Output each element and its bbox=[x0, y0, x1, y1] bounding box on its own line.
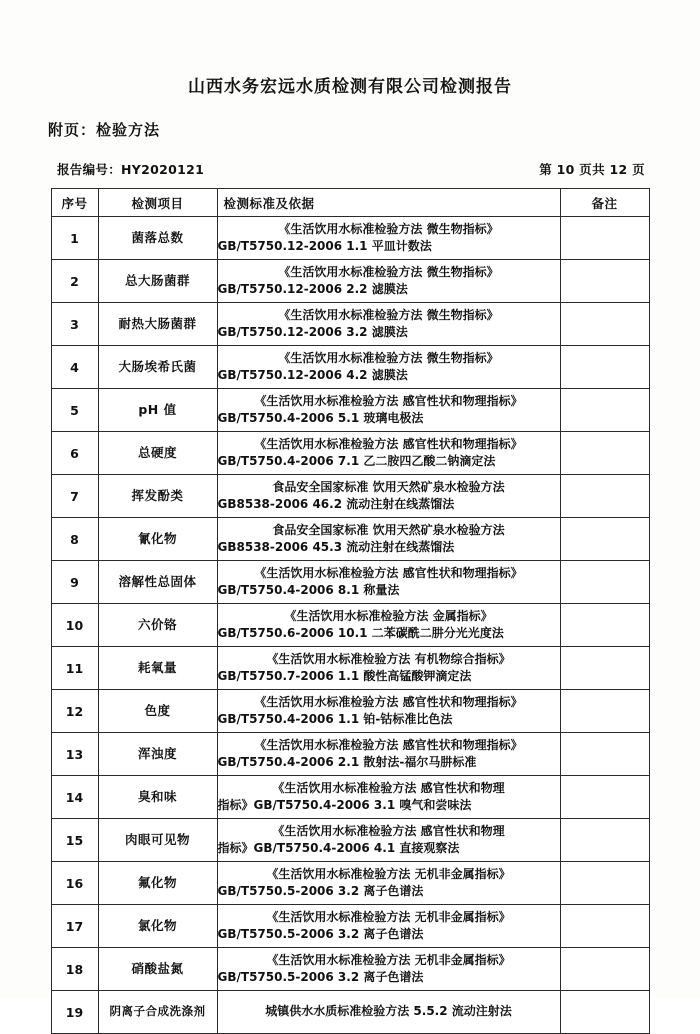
standard-line: GB8538-2006 45.3 流动注射在线蒸馏法 bbox=[217, 540, 455, 554]
standard-line: 《生活饮用水标准检验方法 感官性状和物理指标》 bbox=[254, 393, 523, 408]
cell-item: 耐热大肠菌群 bbox=[98, 303, 217, 346]
cell-item: 溶解性总固体 bbox=[98, 561, 217, 604]
table-row bbox=[51, 346, 649, 389]
cell-item: 氟化物 bbox=[98, 862, 217, 905]
cell-no: 19 bbox=[51, 991, 98, 1034]
standard-line: 城镇供水水质标准检验方法 5.5.2 流动注射法 bbox=[265, 1004, 512, 1019]
cell-no: 8 bbox=[51, 518, 98, 561]
cell-item: 硝酸盐氮 bbox=[98, 948, 217, 991]
table-row bbox=[51, 303, 649, 346]
cell-item: 耗氧量 bbox=[98, 647, 217, 690]
standard-line: GB/T5750.12-2006 1.1 平皿计数法 bbox=[217, 239, 432, 253]
table-row bbox=[51, 991, 649, 1034]
column-header-no: 序号 bbox=[51, 189, 98, 217]
cell-no: 2 bbox=[51, 260, 98, 303]
cell-item: 浑浊度 bbox=[98, 733, 217, 776]
standard-line: GB/T5750.4-2006 8.1 称量法 bbox=[217, 583, 400, 597]
cell-standard bbox=[217, 518, 560, 561]
cell-no: 17 bbox=[51, 905, 98, 948]
cell-note bbox=[560, 776, 649, 819]
cell-item: 阴离子合成洗涤剂 bbox=[98, 991, 217, 1034]
table-row bbox=[51, 690, 649, 733]
cell-no: 11 bbox=[51, 647, 98, 690]
standard-line: 《生活饮用水标准检验方法 感官性状和物理指标》 bbox=[254, 436, 523, 451]
cell-no: 9 bbox=[51, 561, 98, 604]
column-header-note: 备注 bbox=[560, 189, 649, 217]
standard-line: GB/T5750.5-2006 3.2 离子色谱法 bbox=[217, 927, 424, 941]
cell-item: 总硬度 bbox=[98, 432, 217, 475]
standard-line: 《生活饮用水标准检验方法 微生物指标》 bbox=[278, 307, 499, 322]
standard-line: GB/T5750.4-2006 7.1 乙二胺四乙酸二钠滴定法 bbox=[217, 454, 496, 468]
table-row bbox=[51, 217, 649, 260]
cell-standard bbox=[217, 819, 560, 862]
standard-line: 《生活饮用水标准检验方法 微生物指标》 bbox=[278, 350, 499, 365]
standard-line: 《生活饮用水标准检验方法 微生物指标》 bbox=[278, 264, 499, 279]
cell-no: 4 bbox=[51, 346, 98, 389]
cell-standard bbox=[217, 905, 560, 948]
cell-no: 12 bbox=[51, 690, 98, 733]
table-row bbox=[51, 948, 649, 991]
cell-note bbox=[560, 432, 649, 475]
table-row bbox=[51, 604, 649, 647]
cell-item: 色度 bbox=[98, 690, 217, 733]
cell-no: 10 bbox=[51, 604, 98, 647]
cell-note bbox=[560, 862, 649, 905]
cell-item: 总大肠菌群 bbox=[98, 260, 217, 303]
table-row bbox=[51, 389, 649, 432]
table-row bbox=[51, 862, 649, 905]
cell-standard bbox=[217, 604, 560, 647]
cell-note bbox=[560, 647, 649, 690]
cell-note bbox=[560, 217, 649, 260]
cell-standard bbox=[217, 389, 560, 432]
table-row bbox=[51, 518, 649, 561]
table-row bbox=[51, 819, 649, 862]
standard-line: 《生活饮用水标准检验方法 微生物指标》 bbox=[278, 221, 499, 236]
cell-note bbox=[560, 991, 649, 1034]
table-row bbox=[51, 776, 649, 819]
standard-line: 《生活饮用水标准检验方法 无机非金属指标》 bbox=[266, 952, 511, 967]
cell-no: 14 bbox=[51, 776, 98, 819]
cell-note bbox=[560, 303, 649, 346]
cell-no: 6 bbox=[51, 432, 98, 475]
cell-item: 六价铬 bbox=[98, 604, 217, 647]
table-row bbox=[51, 432, 649, 475]
standard-line: GB/T5750.6-2006 10.1 二苯碳酰二肼分光光度法 bbox=[217, 626, 504, 640]
cell-standard bbox=[217, 303, 560, 346]
cell-note bbox=[560, 475, 649, 518]
standard-line: 《生活饮用水标准检验方法 感官性状和物理指标》 bbox=[254, 694, 523, 709]
table-row bbox=[51, 733, 649, 776]
cell-standard bbox=[217, 690, 560, 733]
page-number: 第 10 页共 12 页 bbox=[539, 162, 645, 177]
table-row bbox=[51, 561, 649, 604]
table-row bbox=[51, 905, 649, 948]
cell-item: 氯化物 bbox=[98, 905, 217, 948]
standard-line: 指标》GB/T5750.4-2006 4.1 直接观察法 bbox=[217, 841, 460, 855]
cell-standard bbox=[217, 561, 560, 604]
standard-line: 《生活饮用水标准检验方法 无机非金属指标》 bbox=[266, 866, 511, 881]
table-row bbox=[51, 647, 649, 690]
cell-item: 菌落总数 bbox=[98, 217, 217, 260]
cell-note bbox=[560, 819, 649, 862]
cell-note bbox=[560, 260, 649, 303]
standard-line: GB/T5750.4-2006 5.1 玻璃电极法 bbox=[217, 411, 424, 425]
cell-standard bbox=[217, 776, 560, 819]
cell-no: 16 bbox=[51, 862, 98, 905]
cell-item: 肉眼可见物 bbox=[98, 819, 217, 862]
cell-no: 18 bbox=[51, 948, 98, 991]
standard-line: 《生活饮用水标准检验方法 金属指标》 bbox=[284, 608, 493, 623]
cell-no: 15 bbox=[51, 819, 98, 862]
cell-standard bbox=[217, 647, 560, 690]
cell-item: pH 值 bbox=[98, 389, 217, 432]
cell-item: 氰化物 bbox=[98, 518, 217, 561]
standard-line: GB/T5750.4-2006 1.1 铂-钴标准比色法 bbox=[217, 712, 453, 726]
cell-item: 挥发酚类 bbox=[98, 475, 217, 518]
cell-standard bbox=[217, 217, 560, 260]
table-row bbox=[51, 475, 649, 518]
cell-note bbox=[560, 604, 649, 647]
cell-no: 5 bbox=[51, 389, 98, 432]
section-subtitle: 附页：检验方法 bbox=[48, 121, 161, 139]
cell-no: 1 bbox=[51, 217, 98, 260]
column-header-standard: 检测标准及依据 bbox=[217, 189, 560, 217]
table-row bbox=[51, 260, 649, 303]
standard-line: GB/T5750.5-2006 3.2 离子色谱法 bbox=[217, 884, 424, 898]
cell-note bbox=[560, 948, 649, 991]
standard-line: 食品安全国家标准 饮用天然矿泉水检验方法 bbox=[272, 522, 505, 537]
cell-standard bbox=[217, 991, 560, 1034]
column-header-item: 检测项目 bbox=[98, 189, 217, 217]
standard-line: 《生活饮用水标准检验方法 感官性状和物理指标》 bbox=[254, 565, 523, 580]
page-title: 山西水务宏远水质检测有限公司检测报告 bbox=[188, 77, 512, 97]
cell-no: 13 bbox=[51, 733, 98, 776]
method-table bbox=[51, 188, 650, 1034]
standard-line: 《生活饮用水标准检验方法 无机非金属指标》 bbox=[266, 909, 511, 924]
cell-no: 3 bbox=[51, 303, 98, 346]
standard-line: GB/T5750.5-2006 3.2 离子色谱法 bbox=[217, 970, 424, 984]
table-header-row bbox=[51, 189, 649, 217]
report-number: 报告编号：HY2020121 bbox=[57, 162, 205, 177]
cell-item: 臭和味 bbox=[98, 776, 217, 819]
report-meta bbox=[57, 160, 645, 178]
cell-standard bbox=[217, 260, 560, 303]
standard-line: GB8538-2006 46.2 流动注射在线蒸馏法 bbox=[217, 497, 455, 511]
cell-item: 大肠埃希氏菌 bbox=[98, 346, 217, 389]
cell-no: 7 bbox=[51, 475, 98, 518]
cell-standard bbox=[217, 862, 560, 905]
cell-note bbox=[560, 905, 649, 948]
table-body bbox=[51, 217, 649, 1034]
standard-line: 《生活饮用水标准检验方法 感官性状和物理指标》 bbox=[254, 737, 523, 752]
cell-note bbox=[560, 389, 649, 432]
cell-standard bbox=[217, 346, 560, 389]
cell-note bbox=[560, 690, 649, 733]
cell-standard bbox=[217, 948, 560, 991]
standard-line: 《生活饮用水标准检验方法 感官性状和物理 bbox=[272, 823, 505, 838]
cell-note bbox=[560, 561, 649, 604]
cell-note bbox=[560, 733, 649, 776]
standard-line: GB/T5750.4-2006 2.1 散射法-福尔马肼标准 bbox=[217, 755, 477, 769]
standard-line: 《生活饮用水标准检验方法 有机物综合指标》 bbox=[266, 651, 511, 666]
standard-line: GB/T5750.12-2006 4.2 滤膜法 bbox=[217, 368, 408, 382]
standard-line: GB/T5750.12-2006 2.2 滤膜法 bbox=[217, 282, 408, 296]
standard-line: 食品安全国家标准 饮用天然矿泉水检验方法 bbox=[272, 479, 505, 494]
standard-line: GB/T5750.7-2006 1.1 酸性高锰酸钾滴定法 bbox=[217, 669, 472, 683]
cell-note bbox=[560, 346, 649, 389]
cell-standard bbox=[217, 432, 560, 475]
standard-line: 《生活饮用水标准检验方法 感官性状和物理 bbox=[272, 780, 505, 795]
cell-standard bbox=[217, 733, 560, 776]
standard-line: GB/T5750.12-2006 3.2 滤膜法 bbox=[217, 325, 408, 339]
cell-standard bbox=[217, 475, 560, 518]
standard-line: 指标》GB/T5750.4-2006 3.1 嗅气和尝味法 bbox=[217, 798, 472, 812]
cell-note bbox=[560, 518, 649, 561]
